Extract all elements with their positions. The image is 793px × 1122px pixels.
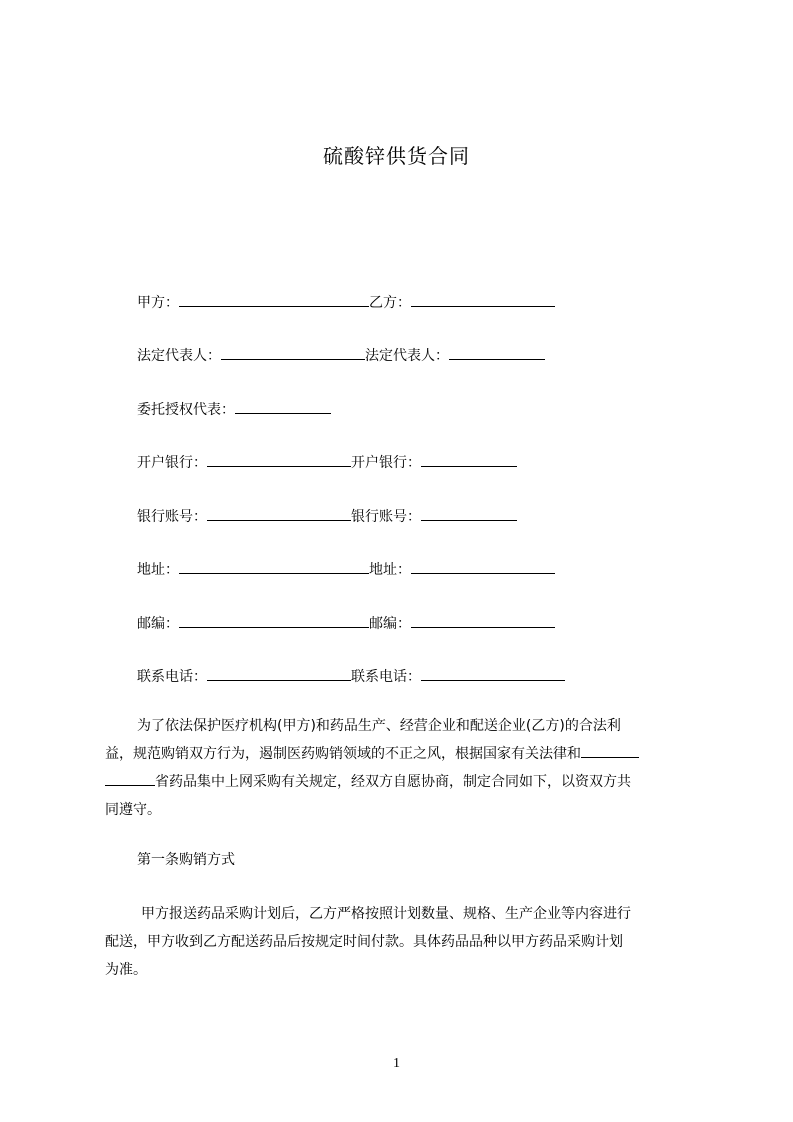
phone-a-blank (207, 666, 351, 681)
postcode-a-label: 邮编： (137, 616, 179, 632)
postcode-b-label: 邮编： (369, 616, 411, 632)
article-1-line-1: 甲方报送药品采购计划后，乙方严格按照计划数量、规格、生产企业等内容进行 (141, 906, 631, 922)
address-a-label: 地址： (137, 562, 179, 578)
province-blank-1 (581, 743, 639, 758)
bank-b-blank (421, 452, 517, 467)
address-b-blank (411, 559, 555, 574)
page-number: 1 (393, 1056, 400, 1071)
preamble-line-2 (105, 740, 700, 768)
party-a-blank (179, 292, 369, 307)
phone-b-label: 联系电话： (351, 669, 421, 685)
article-1-line-2: 配送，甲方收到乙方配送药品后按规定时间付款。具体药品品种以甲方药品采购计划 (105, 934, 623, 950)
document-title: 硫酸锌供货合同 (323, 144, 470, 168)
province-blank-2 (105, 771, 155, 786)
bank-b-label: 开户银行： (351, 455, 421, 471)
preamble-line-3 (105, 768, 700, 796)
bank-a-label: 开户银行： (137, 455, 207, 471)
postcode-a-blank (179, 613, 369, 628)
address-a-blank (179, 559, 369, 574)
postcode-b-blank (411, 613, 555, 628)
article-1-paragraph (105, 900, 700, 984)
bank-a-blank (207, 452, 351, 467)
preamble-line-2-text: 益，规范购销双方行为，遏制医药购销领域的不正之风，根据国家有关法律和 (105, 746, 581, 762)
legal-rep-row (137, 345, 545, 366)
party-row (137, 292, 555, 313)
account-b-blank (421, 506, 517, 521)
legal-rep-b-label: 法定代表人： (365, 348, 449, 364)
authorized-rep-label: 委托授权代表： (137, 402, 235, 418)
party-b-blank (411, 292, 555, 307)
account-row (137, 506, 517, 527)
authorized-rep-row (137, 399, 331, 420)
preamble-line-4: 同遵守。 (105, 802, 161, 818)
address-b-label: 地址： (369, 562, 411, 578)
address-row (137, 559, 555, 580)
account-a-blank (207, 506, 351, 521)
legal-rep-a-label: 法定代表人： (137, 348, 221, 364)
legal-rep-b-blank (449, 345, 545, 360)
bank-row (137, 452, 517, 473)
preamble-paragraph (105, 712, 700, 824)
account-b-label: 银行账号： (351, 509, 421, 525)
preamble-line-1: 为了依法保护医疗机构(甲方)和药品生产、经营企业和配送企业(乙方)的合法利 (137, 718, 621, 734)
postcode-row (137, 613, 555, 634)
authorized-rep-blank (235, 399, 331, 414)
preamble-line-3-text: 省药品集中上网采购有关规定，经双方自愿协商，制定合同如下，以资双方共 (155, 774, 631, 790)
phone-row (137, 666, 565, 687)
legal-rep-a-blank (221, 345, 365, 360)
article-1-line-3: 为准。 (105, 962, 147, 978)
phone-b-blank (421, 666, 565, 681)
article-1-heading: 第一条购销方式 (137, 852, 235, 868)
phone-a-label: 联系电话： (137, 669, 207, 685)
party-a-label: 甲方： (137, 295, 179, 311)
account-a-label: 银行账号： (137, 509, 207, 525)
party-b-label: 乙方： (369, 295, 411, 311)
